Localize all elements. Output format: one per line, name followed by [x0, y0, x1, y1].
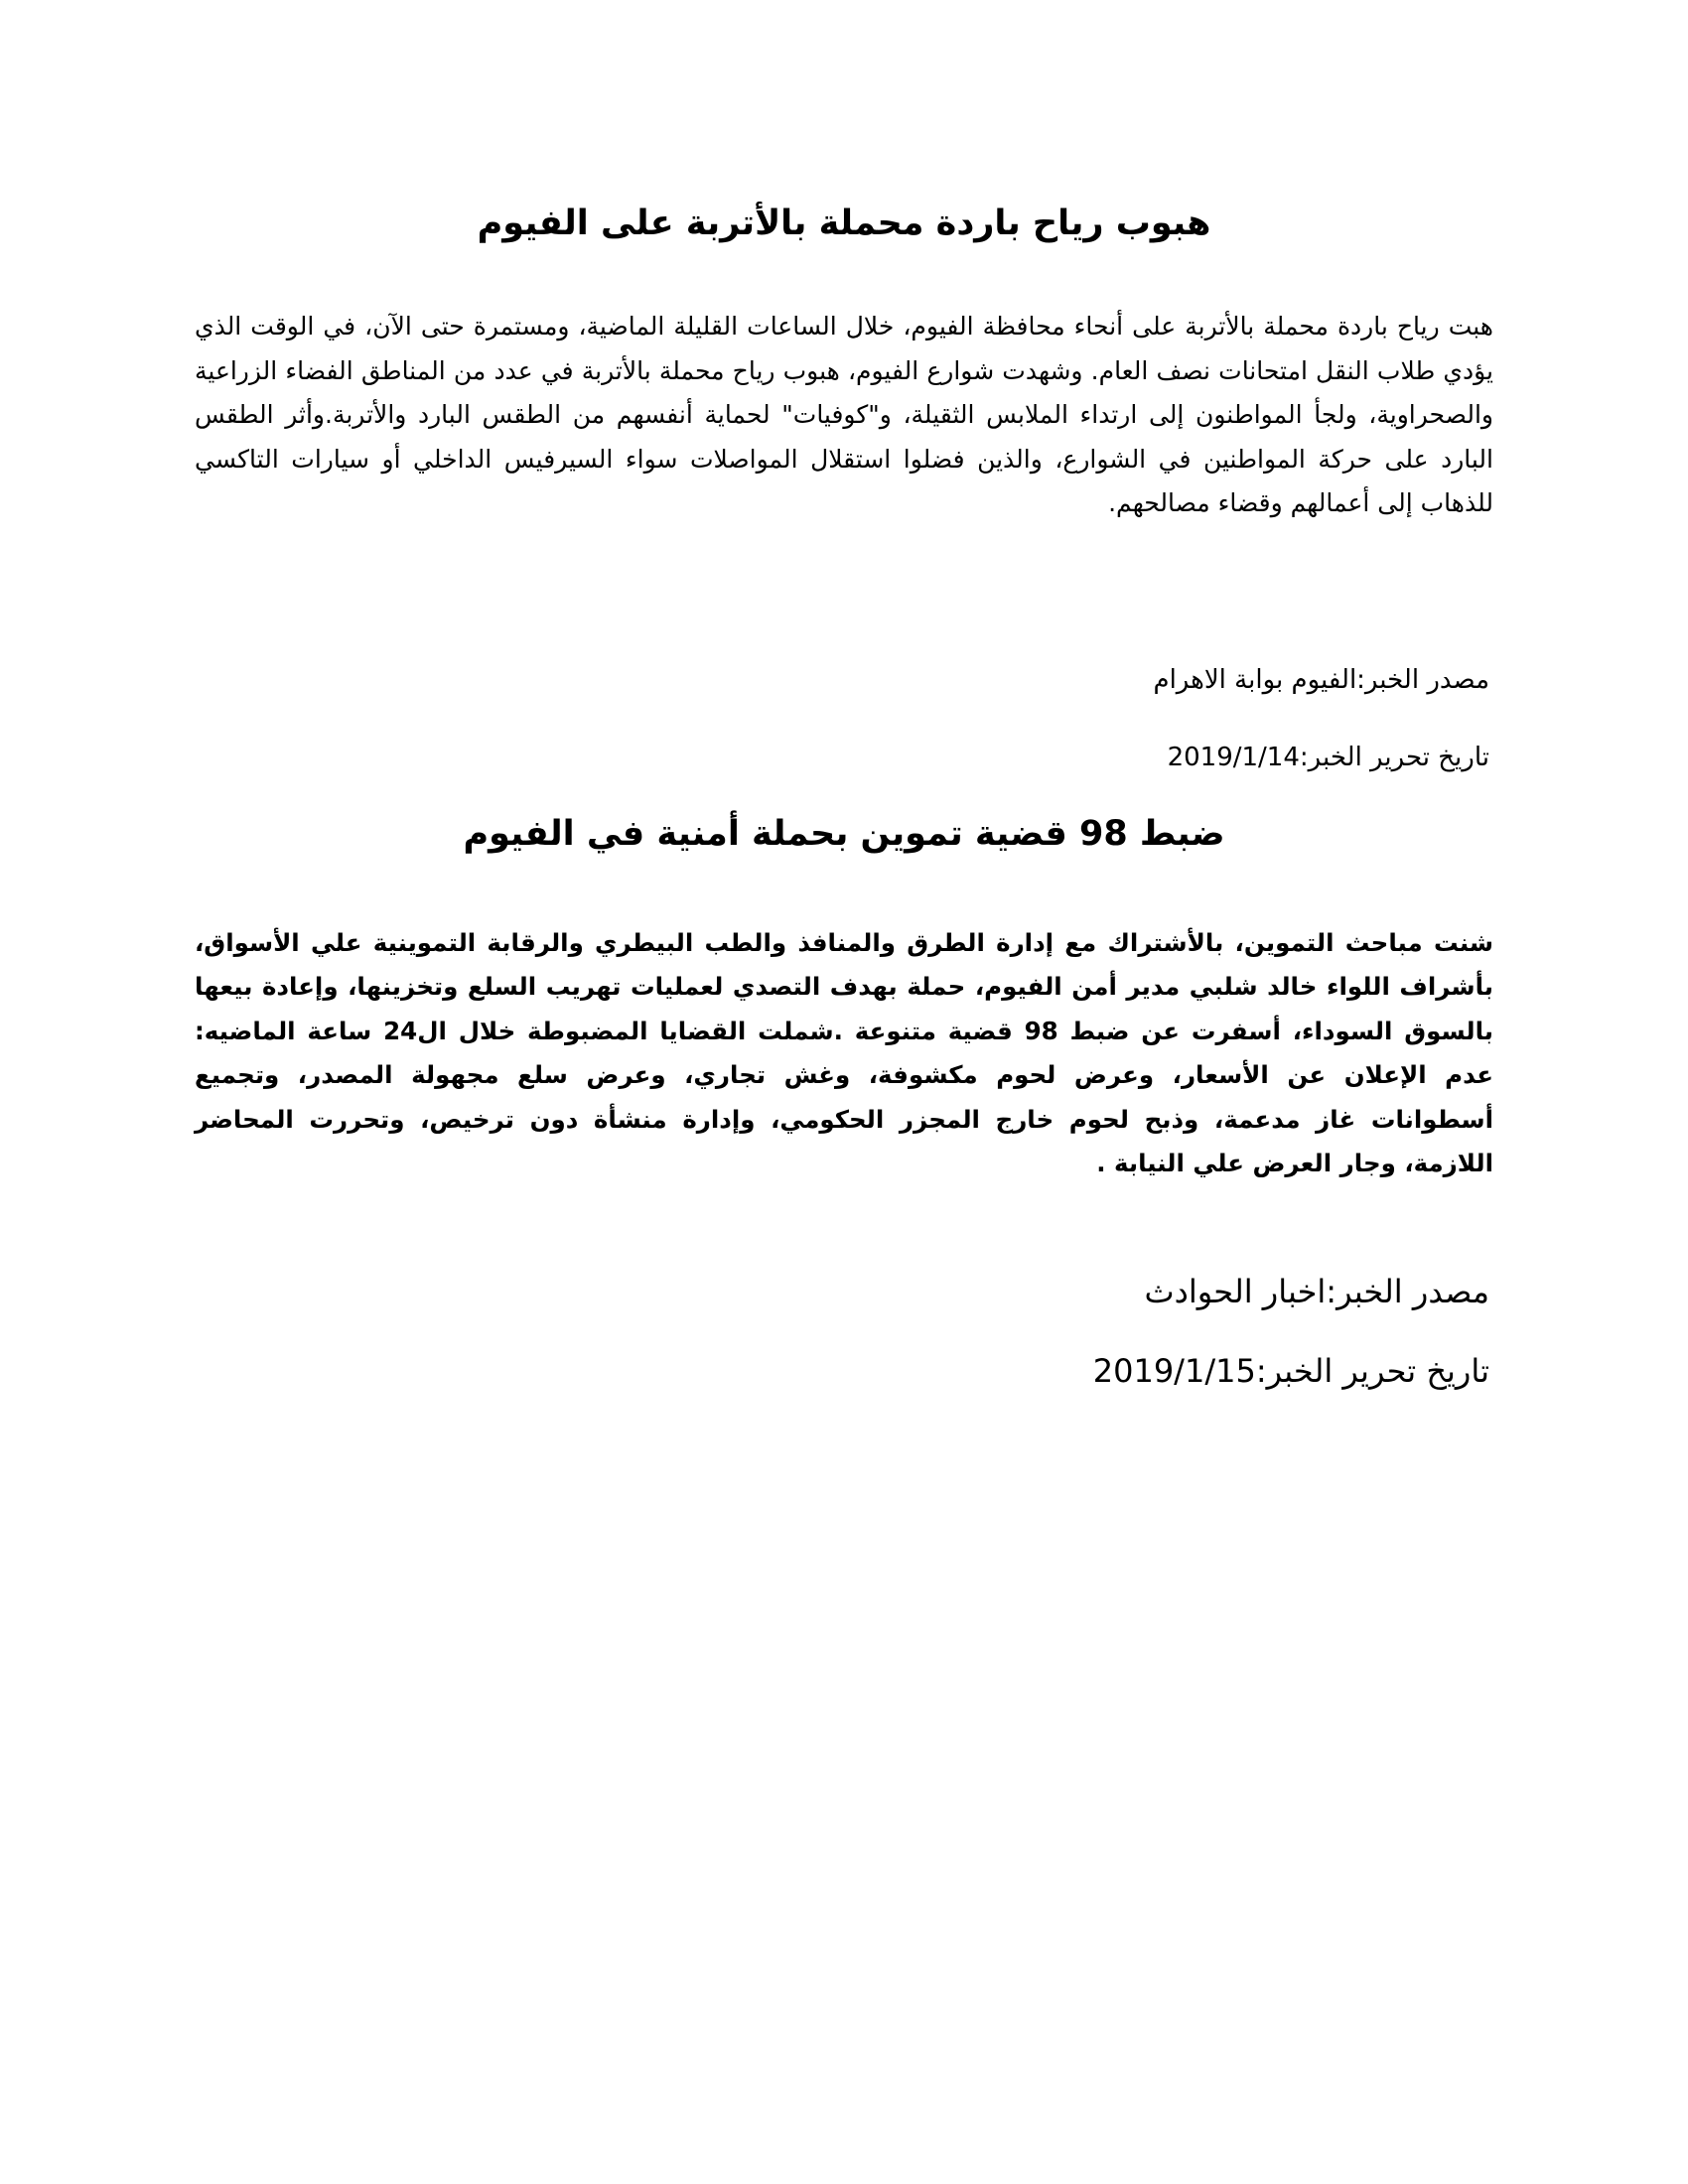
article-2-body: شنت مباحث التموين، بالأشتراك مع إدارة الطرق والمنافذ والطب البيطري والرقابة التموينية علي الأسواق، بأشراف اللواء خالد شلبي مدير أمن الفيوم، حملة بهدف التصدي لعمليات تهريب السلع وتخزينها، وإعادة بيعها بالسوق السوداء، أسفرت عن ضبط 98 قضية متنوعة .شملت القضايا المضبوطة خلال ال24 ساعة الماضيه: عدم الإعلان عن الأسعار، وعرض لحوم مكشوفة، وغش تجاري، وعرض سلع مجهولة المصدر، وتجميع أسطوانات غاز مدعمة، وذبح لحوم خارج المجزر الحكومي، وإدارة منشأة دون ترخيص، وتحررت المحاضر اللازمة، وجار العرض علي النيابة . — [195, 928, 1494, 1178]
article-1-title: هبوب رياح باردة محملة بالأتربة على الفيوم — [477, 204, 1211, 243]
article-1-source: مصدر الخبر:الفيوم بوابة الاهرام — [1153, 665, 1489, 695]
article-2-source: مصدر الخبر:اخبار الحوادث — [1144, 1273, 1489, 1310]
article-2-date: تاريخ تحرير الخبر:2019/1/15 — [1092, 1352, 1489, 1390]
article-1-body: هبت رياح باردة محملة بالأتربة على أنحاء محافظة الفيوم، خلال الساعات القليلة الماضية، ومستمرة حتى الآن، في الوقت الذي يؤدي طلاب النقل امتحانات نصف العام. وشهدت شوارع الفيوم، هبوب رياح محملة بالأتربة في عدد من المناطق الفضاء الزراعية والصحراوية، ولجأ المواطنون إلى ارتداء الملابس الثقيلة، و"كوفيات" لحماية أنفسهم من الطقس البارد والأتربة.وأثر الطقس البارد على حركة المواطنين في الشوارع، والذين فضلوا استقلال المواصلات سواء السيرفيس الداخلي أو سيارات التاكسي للذهاب إلى أعمالهم وقضاء مصالحهم. — [195, 312, 1493, 518]
article-1-date: تاريخ تحرير الخبر:2019/1/14 — [1167, 743, 1489, 772]
article-2-title: ضبط 98 قضية تموين بحملة أمنية في الفيوم — [463, 814, 1225, 854]
